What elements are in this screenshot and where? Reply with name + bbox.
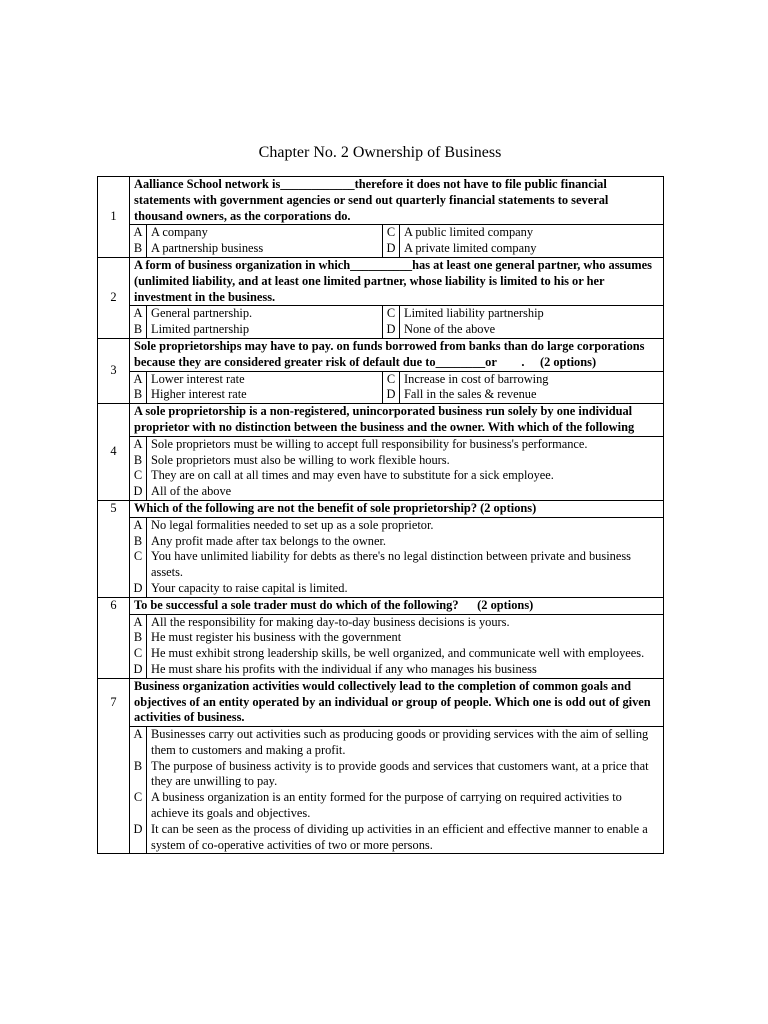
option-text: A company A partnership business xyxy=(147,225,383,257)
options-row xyxy=(98,306,664,339)
question-text: Which of the following are not the benefit of sole proprietorship? (2 options) xyxy=(130,500,664,517)
question-row xyxy=(98,500,664,517)
question-text: A form of business organization in which__________has at least one general partner, who assumes (unlimited liability, and at least one limited partner, whose liability is limited to his or her investment in the business. xyxy=(130,257,664,305)
question-number: 3 xyxy=(98,338,130,403)
question-text: Sole proprietorships may have to pay. on funds borrowed from banks than do large corporations because they are considered greater risk of default due to________or . (2 options) xyxy=(130,338,664,371)
question-text: Business organization activities would collectively lead to the completion of common goals and objectives of an entity operated by an individual or group of people. Which one is odd out of given activities of business. xyxy=(130,678,664,726)
option-letter: A xyxy=(130,518,147,534)
question-row xyxy=(98,257,664,305)
option-letter: A B xyxy=(130,225,147,257)
question-row xyxy=(98,338,664,371)
option-text: All the responsibility for making day-to-day business decisions is yours. xyxy=(151,614,510,629)
option-text: Limited liability partnership None of the above xyxy=(404,306,544,337)
option-text: You have unlimited liability for debts as there's no legal distinction between private and business assets. xyxy=(151,549,631,580)
page-title: Chapter No. 2 Ownership of Business xyxy=(258,144,502,161)
option-letter: C xyxy=(130,646,147,662)
options-row xyxy=(98,727,664,854)
option-letter: C xyxy=(130,468,147,484)
options-row xyxy=(98,517,664,597)
option-letter: C xyxy=(130,790,147,822)
question-row xyxy=(98,404,664,437)
question-number: 2 xyxy=(98,257,130,338)
option-letter: B xyxy=(130,534,147,550)
options-row xyxy=(98,436,664,500)
question-table xyxy=(97,176,664,854)
option-letter: A xyxy=(130,727,147,759)
options-row xyxy=(98,225,664,258)
option-letter: D xyxy=(130,484,147,500)
option-text: General partnership. Limited partnership xyxy=(147,306,383,338)
option-text: He must exhibit strong leadership skills, be well organized, and communicate well with employees. xyxy=(151,646,645,661)
option-letter: A B xyxy=(130,306,147,338)
option-text: Your capacity to raise capital is limited. xyxy=(151,580,348,595)
question-row xyxy=(98,177,664,225)
option-letter: C xyxy=(130,549,147,581)
question-number: 4 xyxy=(98,404,130,501)
question-number: 7 xyxy=(98,678,130,854)
option-text: They are on call at all times and may even have to substitute for a sick employee. xyxy=(151,468,554,483)
question-text: A sole proprietorship is a non-registered, unincorporated business run solely by one individual proprietor with no distinction between the business and the owner. With which of the following xyxy=(130,404,664,437)
option-letter: B xyxy=(130,453,147,469)
question-text: Aalliance School network is____________therefore it does not have to file public financial statements with government agencies or send out quarterly financial statements to several thousand owners, as the corporations do. xyxy=(130,177,664,225)
option-text: A business organization is an entity formed for the purpose of carrying on required activities to achieve its goals and objectives. xyxy=(151,790,622,821)
option-letter: C D xyxy=(383,372,400,404)
option-letter: C D xyxy=(383,225,400,257)
option-letter: B xyxy=(130,759,147,791)
option-text: Increase in cost of barrowing Fall in the sales & revenue xyxy=(404,371,549,402)
option-letter: D xyxy=(130,822,147,854)
option-letter: A xyxy=(130,437,147,453)
question-row xyxy=(98,678,664,726)
option-text: Businesses carry out activities such as producing goods or providing services with the aim of selling them to customers and making a profit. xyxy=(151,727,649,757)
question-number: 6 xyxy=(98,597,130,678)
option-letter: D xyxy=(130,662,147,678)
option-text: The purpose of business activity is to provide goods and services that customers want, at a price that they are unwilling to pay. xyxy=(151,758,649,789)
question-text: To be successful a sole trader must do which of the following? (2 options) xyxy=(130,597,664,614)
question-row xyxy=(98,597,664,614)
option-text: A public limited company A private limited company xyxy=(404,225,537,256)
option-text: Any profit made after tax belongs to the owner. xyxy=(151,533,387,548)
option-text: All of the above xyxy=(151,484,232,499)
options-row xyxy=(98,614,664,678)
option-text: It can be seen as the process of dividing up activities in an efficient and effective manner to enable a system of co-operative activities of two or more persons. xyxy=(151,821,648,852)
option-letter: A B xyxy=(130,372,147,404)
option-text: Lower interest rate Higher interest rate xyxy=(147,372,383,404)
option-text: He must share his profits with the individual if any who manages his business xyxy=(151,661,537,676)
option-letter: C D xyxy=(383,306,400,338)
question-number: 1 xyxy=(98,177,130,258)
option-text: Sole proprietors must be willing to accept full responsibility for business's performance. xyxy=(151,436,588,451)
option-text: Sole proprietors must also be willing to work flexible hours. xyxy=(151,452,450,467)
question-number: 5 xyxy=(98,500,130,597)
option-letter: A xyxy=(130,615,147,631)
options-row xyxy=(98,371,664,404)
option-letter: D xyxy=(130,581,147,597)
option-text: He must register his business with the government xyxy=(151,630,402,645)
option-text: No legal formalities needed to set up as a sole proprietor. xyxy=(151,517,434,532)
option-letter: B xyxy=(130,630,147,646)
